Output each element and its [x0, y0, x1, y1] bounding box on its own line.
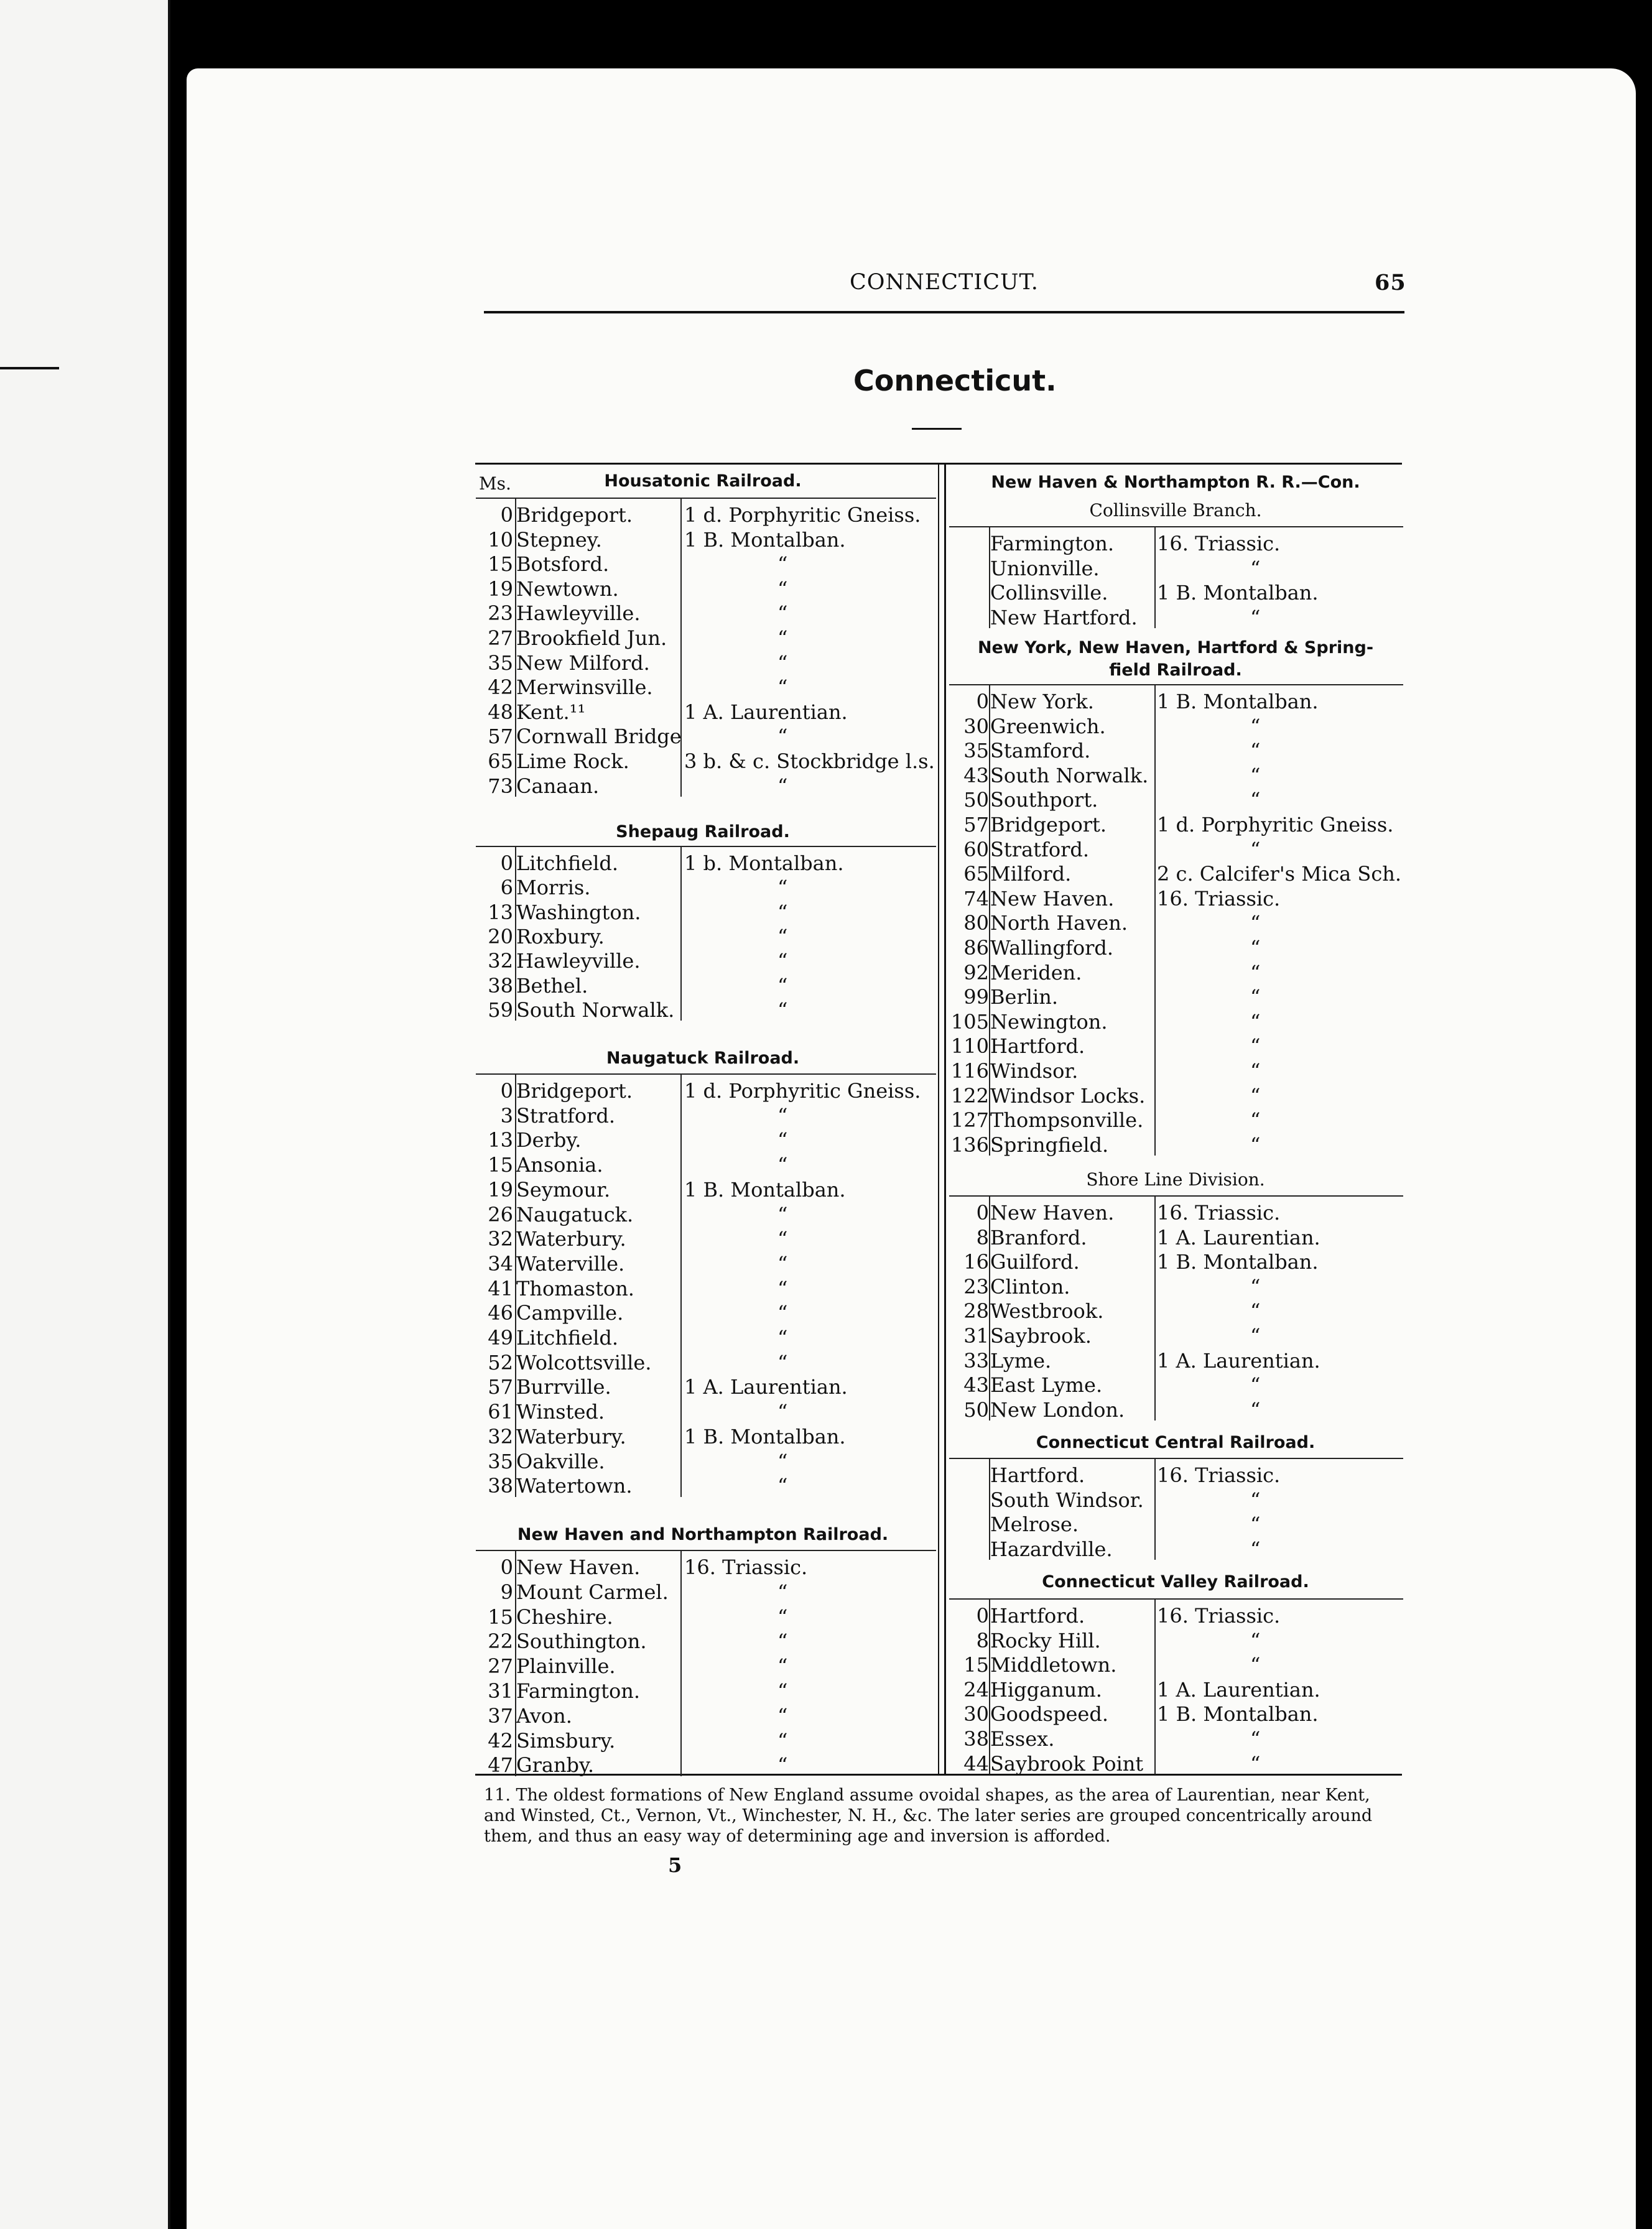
miles-cell: 38 — [963, 1727, 989, 1751]
station-cell: Cornwall Bridge — [516, 725, 682, 749]
formation-divider — [1154, 1195, 1156, 1420]
station-cell: Wallingford. — [990, 936, 1114, 960]
station-cell: Washington. — [516, 900, 641, 924]
formation-cell: “ — [1250, 714, 1261, 738]
station-cell: Southport. — [990, 788, 1098, 812]
page-edge-mark — [168, 0, 170, 2229]
section-rule — [476, 846, 936, 847]
station-cell: Bethel. — [516, 973, 588, 998]
station-cell: Botsford. — [516, 552, 610, 577]
miles-cell: 23 — [963, 1274, 989, 1299]
running-title: CONNECTICUT. — [850, 270, 1039, 295]
formation-cell: “ — [777, 1326, 788, 1350]
section-rule — [949, 1195, 1403, 1197]
miles-cell: 15 — [488, 1605, 513, 1629]
station-cell: Clinton. — [990, 1274, 1070, 1299]
station-cell: Berlin. — [990, 985, 1058, 1009]
station-cell: Morris. — [516, 876, 591, 900]
station-cell: Merwinsville. — [516, 675, 653, 700]
station-cell: South Norwalk. — [990, 763, 1149, 787]
miles-cell: 74 — [963, 886, 989, 911]
station-cell: Waterbury. — [516, 1424, 626, 1448]
miles-cell: 116 — [950, 1059, 989, 1083]
formation-cell: “ — [777, 774, 788, 798]
formation-cell: “ — [1250, 1653, 1261, 1677]
station-cell: Ansonia. — [516, 1153, 603, 1177]
miles-cell: 47 — [488, 1753, 513, 1777]
miles-cell: 22 — [488, 1629, 513, 1654]
miles-cell: 23 — [488, 601, 513, 626]
section-title: Connecticut Central Railroad. — [1036, 1433, 1316, 1452]
miles-cell: 0 — [976, 1604, 989, 1628]
formation-divider — [680, 846, 682, 1021]
miles-cell: 60 — [963, 837, 989, 861]
formation-cell: “ — [777, 675, 788, 700]
section-rule — [476, 498, 936, 499]
miles-cell: 35 — [488, 651, 513, 675]
miles-cell: 57 — [488, 725, 513, 749]
station-cell: Simsbury. — [516, 1728, 616, 1753]
section-rule — [949, 1458, 1403, 1459]
formation-cell: “ — [1250, 1751, 1261, 1776]
miles-cell: 16 — [963, 1250, 989, 1274]
station-cell: Stratford. — [516, 1103, 616, 1128]
formation-cell: “ — [1250, 1397, 1261, 1422]
station-cell: Granby. — [516, 1753, 595, 1777]
formation-cell: “ — [1250, 605, 1261, 629]
formation-cell: 1 B. Montalban. — [684, 527, 846, 552]
station-cell: Stratford. — [990, 837, 1090, 861]
miles-cell: 61 — [488, 1400, 513, 1424]
formation-cell: “ — [1250, 1537, 1261, 1561]
formation-cell: “ — [1250, 1373, 1261, 1397]
station-cell: Hartford. — [990, 1463, 1085, 1487]
formation-cell: “ — [1250, 936, 1261, 960]
miles-cell: 9 — [500, 1580, 513, 1604]
station-cell: New Haven. — [990, 886, 1115, 911]
formation-cell: 1 A. Laurentian. — [1157, 1677, 1320, 1702]
station-cell: Higganum. — [990, 1677, 1102, 1702]
section-rule — [949, 526, 1403, 527]
miles-cell: 50 — [963, 788, 989, 812]
formation-cell: “ — [1250, 837, 1261, 861]
formation-cell: “ — [777, 626, 788, 650]
miles-cell: 99 — [963, 985, 989, 1009]
miles-cell: 32 — [488, 949, 513, 973]
station-cell: Bridgeport. — [990, 813, 1107, 836]
formation-cell: “ — [777, 973, 788, 998]
station-cell: Greenwich. — [990, 714, 1106, 738]
miles-cell: 0 — [500, 1079, 513, 1103]
station-cell: Springfield. — [990, 1133, 1109, 1157]
station-cell: New London. — [990, 1397, 1125, 1422]
adjacent-page-edge — [0, 0, 169, 2229]
page-title: Connecticut. — [853, 364, 1057, 397]
miles-cell: 44 — [963, 1751, 989, 1776]
station-cell: Unionville. — [990, 556, 1100, 580]
miles-cell: 57 — [963, 813, 989, 836]
formation-cell: “ — [1250, 1727, 1261, 1751]
miles-cell: 33 — [963, 1348, 989, 1373]
section-title: Naugatuck Railroad. — [606, 1049, 800, 1068]
miles-cell: 50 — [963, 1397, 989, 1422]
formation-cell: “ — [777, 1202, 788, 1226]
miles-cell: 43 — [963, 763, 989, 787]
section-title-cont: field Railroad. — [1109, 660, 1242, 680]
formation-cell: “ — [777, 1679, 788, 1703]
miles-cell: 10 — [488, 527, 513, 552]
formation-cell: “ — [777, 1400, 788, 1424]
miles-cell: 20 — [488, 924, 513, 948]
formation-cell: 16. Triassic. — [684, 1555, 808, 1579]
formation-divider — [1154, 1598, 1156, 1774]
miles-cell: 13 — [488, 900, 513, 924]
miles-cell: 19 — [488, 577, 513, 601]
miles-cell: 92 — [963, 960, 989, 985]
formation-cell: 1 d. Porphyritic Gneiss. — [684, 503, 921, 527]
station-cell: Hartford. — [990, 1604, 1085, 1628]
formation-divider — [1154, 1458, 1156, 1560]
formation-cell: “ — [1250, 788, 1261, 812]
miles-cell: 32 — [488, 1227, 513, 1251]
miles-cell: 15 — [488, 1153, 513, 1177]
station-cell: Newtown. — [516, 577, 619, 601]
station-cell: Waterville. — [516, 1251, 625, 1276]
formation-cell: “ — [1250, 1324, 1261, 1348]
miles-cell: 122 — [950, 1083, 989, 1108]
formation-cell: 1 b. Montalban. — [684, 851, 844, 875]
section-title: Shepaug Railroad. — [616, 822, 790, 841]
formation-cell: “ — [1250, 556, 1261, 580]
formation-cell: 1 B. Montalban. — [1157, 1250, 1319, 1274]
miles-cell: 0 — [500, 1555, 513, 1579]
miles-cell: 57 — [488, 1375, 513, 1399]
station-cell: Cheshire. — [516, 1605, 613, 1629]
formation-cell: “ — [1250, 911, 1261, 935]
station-cell: Brookfield Jun. — [516, 626, 667, 650]
formation-cell: “ — [777, 1153, 788, 1177]
station-cell: Lyme. — [990, 1348, 1052, 1373]
formation-cell: “ — [1250, 985, 1261, 1009]
formation-cell: “ — [777, 998, 788, 1022]
formation-cell: “ — [1250, 960, 1261, 985]
formation-cell: “ — [1250, 1513, 1261, 1536]
section-title: New Haven and Northampton Railroad. — [517, 1525, 889, 1544]
miles-cell: 59 — [488, 998, 513, 1022]
station-cell: Oakville. — [516, 1449, 605, 1473]
page-number: 65 — [1375, 270, 1406, 295]
station-cell: Hartford. — [990, 1034, 1085, 1059]
miles-cell: 0 — [500, 503, 513, 527]
formation-cell: 1 A. Laurentian. — [1157, 1348, 1320, 1373]
formation-cell: 16. Triassic. — [1157, 1604, 1281, 1628]
station-cell: Bridgeport. — [516, 503, 633, 527]
miles-cell: 8 — [976, 1628, 989, 1652]
formation-cell: “ — [777, 725, 788, 749]
formation-cell: “ — [777, 651, 788, 675]
station-cell: Middletown. — [990, 1653, 1117, 1677]
miles-cell: 43 — [963, 1373, 989, 1397]
formation-divider — [1154, 526, 1156, 628]
section-title: New Haven & Northampton R. R.—Con. — [991, 473, 1360, 492]
miles-cell: 30 — [963, 1702, 989, 1726]
miles-cell: 136 — [950, 1133, 989, 1157]
miles-cell: 34 — [488, 1251, 513, 1276]
station-cell: Hawleyville. — [516, 601, 641, 626]
miles-cell: 110 — [950, 1034, 989, 1059]
station-cell: Canaan. — [516, 774, 600, 798]
miles-cell: 13 — [488, 1128, 513, 1152]
formation-cell: “ — [1250, 1009, 1261, 1034]
station-cell: Litchfield. — [516, 851, 619, 875]
formation-cell: “ — [777, 1449, 788, 1473]
miles-cell: 49 — [488, 1326, 513, 1350]
station-cell: Winsted. — [516, 1400, 605, 1424]
station-cell: Branford. — [990, 1225, 1087, 1249]
formation-cell: “ — [1250, 1488, 1261, 1512]
miles-cell: 42 — [488, 675, 513, 700]
section-rule — [476, 1550, 936, 1551]
station-cell: Mount Carmel. — [516, 1580, 669, 1604]
page-edge-mark — [0, 367, 59, 369]
station-cell: Windsor. — [990, 1059, 1079, 1083]
miles-cell: 48 — [488, 700, 513, 724]
station-cell: Waterbury. — [516, 1227, 626, 1251]
formation-cell: “ — [1250, 1133, 1261, 1157]
miles-cell: 0 — [976, 690, 989, 713]
miles-cell: 37 — [488, 1703, 513, 1728]
miles-cell: 42 — [488, 1728, 513, 1753]
miles-cell: 127 — [950, 1108, 989, 1133]
station-cell: Watertown. — [516, 1474, 633, 1498]
formation-cell: “ — [1250, 739, 1261, 763]
station-cell: Saybrook. — [990, 1324, 1092, 1348]
section-title: Housatonic Railroad. — [604, 471, 802, 491]
title-rule — [912, 428, 962, 430]
formation-cell: 1 B. Montalban. — [1157, 1702, 1319, 1726]
miles-cell: 65 — [488, 749, 513, 773]
miles-cell: 6 — [500, 876, 513, 900]
station-cell: Southington. — [516, 1629, 647, 1654]
miles-cell: 31 — [488, 1679, 513, 1703]
station-cell: Milford. — [990, 862, 1072, 886]
station-cell: Hazardville. — [990, 1537, 1113, 1561]
miles-cell: 3 — [500, 1103, 513, 1128]
station-cell: Wolcottsville. — [516, 1350, 652, 1374]
miles-cell: 35 — [963, 739, 989, 763]
formation-cell: 16. Triassic. — [1157, 1463, 1281, 1487]
station-cell: New Haven. — [990, 1201, 1115, 1225]
miles-cell: 46 — [488, 1301, 513, 1325]
station-cell: Guilford. — [990, 1250, 1080, 1274]
section-title: Connecticut Valley Railroad. — [1042, 1572, 1309, 1592]
section-subtitle: Shore Line Division. — [1086, 1169, 1265, 1190]
formation-cell: 1 B. Montalban. — [1157, 581, 1319, 605]
formation-cell: “ — [777, 1276, 788, 1300]
miles-cell: 86 — [963, 936, 989, 960]
header-rule — [484, 311, 1404, 313]
formation-divider — [680, 1550, 682, 1776]
miles-cell: 52 — [488, 1350, 513, 1374]
formation-cell: 16. Triassic. — [1157, 1201, 1281, 1225]
station-cell: Rocky Hill. — [990, 1628, 1101, 1652]
formation-cell: “ — [1250, 1059, 1261, 1083]
formation-divider — [680, 498, 682, 797]
miles-cell: 35 — [488, 1449, 513, 1473]
formation-cell: “ — [777, 876, 788, 900]
miles-cell: 80 — [963, 911, 989, 935]
station-cell: Meriden. — [990, 960, 1082, 985]
formation-cell: “ — [1250, 1083, 1261, 1108]
station-cell: New Hartford. — [990, 605, 1138, 629]
formation-cell: “ — [777, 1251, 788, 1276]
miles-cell: 28 — [963, 1299, 989, 1323]
station-cell: Westbrook. — [990, 1299, 1104, 1323]
miles-cell: 65 — [963, 862, 989, 886]
miles-cell: 41 — [488, 1276, 513, 1300]
station-cell: Naugatuck. — [516, 1202, 634, 1226]
station-cell: New Haven. — [516, 1555, 641, 1579]
formation-divider — [680, 1073, 682, 1497]
miles-cell: 15 — [488, 552, 513, 577]
station-cell: Farmington. — [990, 532, 1114, 555]
station-cell: Roxbury. — [516, 924, 605, 948]
formation-cell: “ — [777, 1629, 788, 1654]
miles-cell: 38 — [488, 1474, 513, 1498]
formation-cell: “ — [777, 1227, 788, 1251]
station-cell: Derby. — [516, 1128, 582, 1152]
formation-cell: “ — [777, 1605, 788, 1629]
station-cell: Plainville. — [516, 1654, 616, 1679]
formation-cell: “ — [777, 1474, 788, 1498]
formation-cell: 1 A. Laurentian. — [684, 700, 848, 724]
station-cell: Farmington. — [516, 1679, 640, 1703]
station-cell: Essex. — [990, 1727, 1055, 1751]
station-cell: Stamford. — [990, 739, 1091, 763]
formation-cell: 1 A. Laurentian. — [1157, 1225, 1320, 1249]
formation-cell: 3 b. & c. Stockbridge l.s. — [684, 749, 935, 773]
miles-cell: 27 — [488, 1654, 513, 1679]
station-cell: Campville. — [516, 1301, 624, 1325]
formation-cell: “ — [1250, 1034, 1261, 1059]
formation-cell: “ — [777, 1128, 788, 1152]
formation-cell: 1 B. Montalban. — [684, 1177, 846, 1202]
station-cell: Collinsville. — [990, 581, 1108, 605]
station-cell: Goodspeed. — [990, 1702, 1109, 1726]
miles-cell: 30 — [963, 714, 989, 738]
formation-cell: 16. Triassic. — [1157, 886, 1281, 911]
formation-cell: “ — [777, 924, 788, 948]
miles-cell: 27 — [488, 626, 513, 650]
station-cell: Bridgeport. — [516, 1079, 633, 1103]
station-cell: East Lyme. — [990, 1373, 1103, 1397]
miles-cell: 31 — [963, 1324, 989, 1348]
station-cell: Seymour. — [516, 1177, 611, 1202]
section-subtitle: Collinsville Branch. — [1089, 500, 1262, 521]
section-rule — [476, 1073, 936, 1075]
miles-cell: 24 — [963, 1677, 989, 1702]
footnote: 11. The oldest formations of New England assume ovoidal shapes, as the area of Laurentian, near Kent, and Winsted, Ct., Vernon, Vt., Winchester, N. H., &c. The later series are grouped concentrically around them, and thus an easy way of determining age and inversion is afforded. — [484, 1786, 1373, 1846]
formation-cell: “ — [777, 1703, 788, 1728]
formation-cell: “ — [1250, 763, 1261, 787]
formation-cell: “ — [777, 1350, 788, 1374]
station-cell: Stepney. — [516, 527, 602, 552]
station-cell: Avon. — [516, 1703, 572, 1728]
miles-cell: 15 — [963, 1653, 989, 1677]
station-cell: Lime Rock. — [516, 749, 629, 773]
signature-mark: 5 — [668, 1853, 682, 1877]
table-bottom-rule — [475, 1774, 1402, 1776]
formation-cell: “ — [1250, 1108, 1261, 1133]
station-cell: Kent.¹¹ — [516, 700, 586, 724]
section-rule — [949, 1598, 1403, 1600]
station-cell: Thompsonville. — [990, 1108, 1144, 1133]
formation-cell: “ — [777, 1753, 788, 1777]
miles-cell: 73 — [488, 774, 513, 798]
miles-cell: 105 — [950, 1009, 989, 1034]
formation-cell: “ — [1250, 1274, 1261, 1299]
station-cell: Litchfield. — [516, 1326, 619, 1350]
formation-cell: 1 d. Porphyritic Gneiss. — [1157, 813, 1394, 836]
formation-cell: “ — [1250, 1628, 1261, 1652]
station-cell: North Haven. — [990, 911, 1128, 935]
station-cell: Windsor Locks. — [990, 1083, 1146, 1108]
formation-cell: “ — [777, 1103, 788, 1128]
formation-cell: “ — [777, 949, 788, 973]
station-cell: South Norwalk. — [516, 998, 675, 1022]
formation-cell: 1 B. Montalban. — [684, 1424, 846, 1448]
station-cell: New Milford. — [516, 651, 650, 675]
miles-cell: 8 — [976, 1225, 989, 1249]
miles-cell: 0 — [500, 851, 513, 875]
formation-divider — [1154, 684, 1156, 1156]
station-cell: New York. — [990, 690, 1094, 713]
formation-cell: “ — [777, 1654, 788, 1679]
formation-cell: 16. Triassic. — [1157, 532, 1281, 555]
miles-cell: 19 — [488, 1177, 513, 1202]
formation-cell: 1 d. Porphyritic Gneiss. — [684, 1079, 921, 1103]
formation-cell: 1 B. Montalban. — [1157, 690, 1319, 713]
formation-cell: “ — [777, 577, 788, 601]
formation-cell: “ — [777, 900, 788, 924]
station-cell: Burrville. — [516, 1375, 611, 1399]
station-cell: Newington. — [990, 1009, 1108, 1034]
section-title: New York, New Haven, Hartford & Spring- — [977, 638, 1374, 657]
station-cell: Thomaston. — [516, 1276, 634, 1300]
station-cell: South Windsor. — [990, 1488, 1144, 1512]
formation-cell: “ — [777, 601, 788, 626]
formation-cell: “ — [777, 1301, 788, 1325]
station-cell: Hawleyville. — [516, 949, 641, 973]
station-cell: Melrose. — [990, 1513, 1079, 1536]
station-cell: Saybrook Point — [990, 1751, 1144, 1776]
formation-cell: “ — [1250, 1299, 1261, 1323]
formation-cell: “ — [777, 552, 788, 577]
miles-cell: 0 — [976, 1201, 989, 1225]
formation-cell: 1 A. Laurentian. — [684, 1375, 848, 1399]
miles-cell: 32 — [488, 1424, 513, 1448]
formation-cell: “ — [777, 1580, 788, 1604]
miles-cell: 38 — [488, 973, 513, 998]
formation-cell: “ — [777, 1728, 788, 1753]
formation-cell: 2 c. Calcifer's Mica Sch. — [1157, 862, 1402, 886]
miles-header: Ms. — [479, 473, 511, 494]
miles-cell: 26 — [488, 1202, 513, 1226]
section-rule — [949, 684, 1403, 685]
